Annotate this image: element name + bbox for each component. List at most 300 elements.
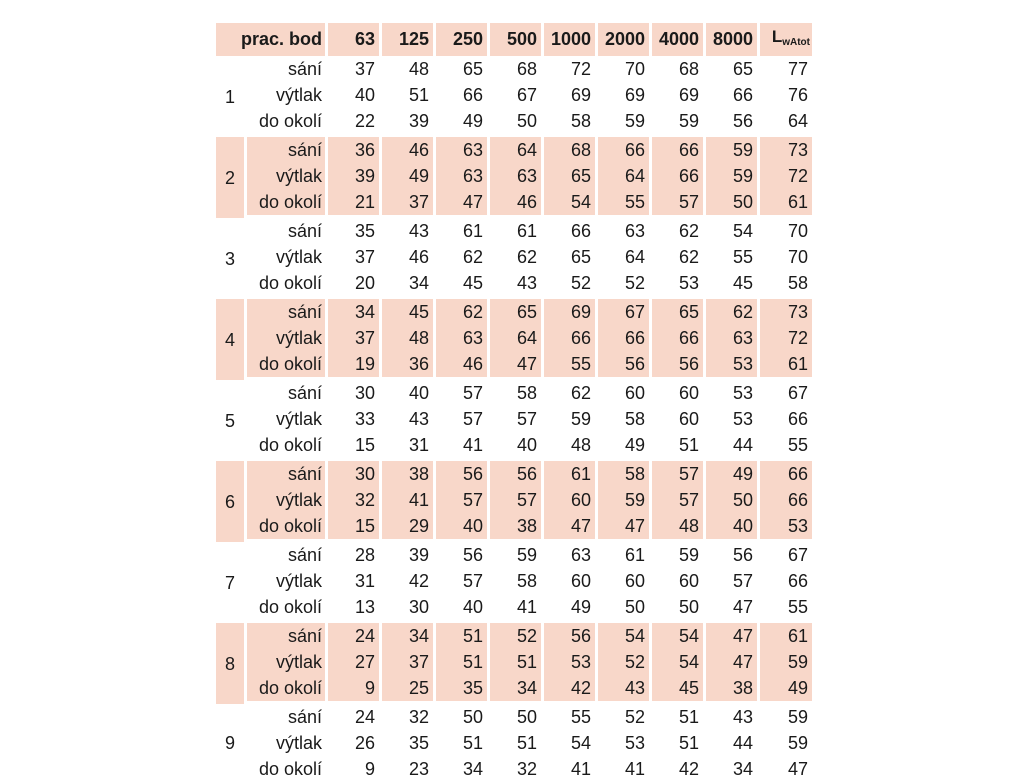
level-value: 36 [382,351,433,380]
level-value: 42 [408,571,429,591]
level-value: 68 [544,137,595,163]
total-value: 66 [787,409,808,429]
total-value: 67 [787,545,808,565]
table-row [216,542,812,568]
level-value: 54 [598,623,649,649]
level-value: 63 [436,325,487,351]
level-value: 53 [732,383,753,403]
level-value: 66 [544,325,595,351]
table-row [216,487,812,513]
level-value: 66 [732,85,753,105]
level-value: 70 [624,59,645,79]
direction-label: výtlak [247,649,325,675]
level-value: 59 [706,163,757,189]
direction-label: do okolí [247,432,325,461]
level-value: 62 [462,247,483,267]
level-value: 43 [598,675,649,704]
level-value: 27 [328,649,379,675]
level-value: 66 [462,85,483,105]
level-value: 40 [436,594,487,623]
total-value: 66 [760,461,812,487]
level-value: 53 [652,270,703,299]
table-row [216,189,812,218]
level-value: 60 [570,571,591,591]
header-freq: 500 [490,23,541,56]
level-value: 69 [544,299,595,325]
header-freq: 63 [328,23,379,56]
level-value: 43 [732,707,753,727]
level-value: 65 [570,247,591,267]
header-total-sub: wAtot [782,37,810,48]
level-value: 28 [354,545,375,565]
level-value: 45 [382,299,433,325]
level-value: 21 [328,189,379,218]
table-row [216,675,812,704]
level-value: 22 [328,108,379,137]
level-value: 38 [490,513,541,542]
level-value: 56 [490,461,541,487]
level-value: 24 [354,707,375,727]
total-value: 76 [787,85,808,105]
level-value: 50 [516,707,537,727]
level-value: 54 [652,623,703,649]
level-value: 34 [732,759,753,779]
table-row [216,351,812,380]
level-value: 65 [732,59,753,79]
level-value: 61 [624,545,645,565]
level-value: 51 [436,623,487,649]
level-value: 50 [462,707,483,727]
level-value: 47 [436,189,487,218]
level-value: 31 [354,571,375,591]
direction-label: do okolí [247,270,325,299]
level-value: 69 [678,85,699,105]
level-value: 56 [732,545,753,565]
level-value: 51 [678,707,699,727]
level-value: 15 [328,432,379,461]
total-value: 77 [787,59,808,79]
header-freq: 4000 [652,23,703,56]
level-value: 56 [544,623,595,649]
total-value: 70 [787,247,808,267]
direction-label: do okolí [247,513,325,542]
level-value: 52 [598,270,649,299]
level-value: 57 [652,189,703,218]
total-value: 55 [760,594,812,623]
level-value: 26 [354,733,375,753]
level-value: 54 [544,189,595,218]
level-value: 67 [598,299,649,325]
level-value: 51 [516,733,537,753]
level-value: 72 [570,59,591,79]
level-value: 48 [544,432,595,461]
level-value: 32 [408,707,429,727]
level-value: 62 [678,221,699,241]
total-value: 66 [787,571,808,591]
table-row [216,730,812,756]
level-value: 45 [436,270,487,299]
header-total-label [760,23,812,56]
level-value: 66 [652,163,703,189]
direction-label: do okolí [247,108,325,137]
level-value: 63 [436,163,487,189]
level-value: 61 [544,461,595,487]
level-value: 57 [436,487,487,513]
level-value: 65 [652,299,703,325]
level-value: 63 [490,163,541,189]
level-value: 61 [462,221,483,241]
header-freq: 1000 [544,23,595,56]
direction-label: výtlak [247,163,325,189]
point-number: 3 [224,248,235,269]
level-value: 47 [490,351,541,380]
level-value: 54 [652,649,703,675]
level-value: 60 [678,571,699,591]
table-row [216,623,812,649]
table-row [216,461,812,487]
level-value: 41 [490,594,541,623]
level-value: 47 [544,513,595,542]
level-value: 50 [598,594,649,623]
level-value: 63 [570,545,591,565]
level-value: 59 [516,545,537,565]
level-value: 37 [354,59,375,79]
level-value: 68 [516,59,537,79]
level-value: 59 [706,137,757,163]
total-value: 73 [760,137,812,163]
level-value: 46 [490,189,541,218]
level-value: 20 [328,270,379,299]
level-value: 63 [624,221,645,241]
total-value: 64 [760,108,812,137]
level-value: 57 [462,571,483,591]
level-value: 51 [490,649,541,675]
total-value: 59 [760,649,812,675]
level-value: 37 [382,649,433,675]
level-value: 41 [570,759,591,779]
header-point-label: prac. bod [216,23,325,56]
header-freq: 250 [436,23,487,56]
level-value: 32 [516,759,537,779]
level-value: 32 [328,487,379,513]
level-value: 40 [408,383,429,403]
level-value: 50 [490,108,541,137]
level-value: 58 [544,108,595,137]
total-value: 67 [787,383,808,403]
table-row [216,432,812,461]
table-row [216,704,812,730]
direction-label: sání [247,137,325,163]
level-value: 57 [490,487,541,513]
level-value: 37 [328,325,379,351]
total-value: 58 [760,270,812,299]
level-value: 58 [598,461,649,487]
level-value: 56 [706,108,757,137]
header-row [216,23,812,56]
level-value: 46 [382,137,433,163]
level-value: 62 [570,383,591,403]
level-value: 66 [570,221,591,241]
level-value: 64 [490,137,541,163]
level-value: 52 [544,270,595,299]
level-value: 59 [598,108,649,137]
table-row [216,594,812,623]
direction-label: výtlak [247,325,325,351]
direction-label: výtlak [275,247,322,267]
level-value: 59 [598,487,649,513]
level-value: 64 [490,325,541,351]
direction-label: sání [287,383,322,403]
level-value: 29 [382,513,433,542]
table-row [216,649,812,675]
level-value: 61 [516,221,537,241]
level-value: 69 [570,85,591,105]
level-value: 55 [544,351,595,380]
level-value: 57 [462,409,483,429]
level-value: 50 [706,189,757,218]
header-total-main: L [771,27,783,46]
level-value: 43 [408,409,429,429]
level-value: 55 [732,247,753,267]
level-value: 36 [328,137,379,163]
level-value: 41 [382,487,433,513]
level-value: 63 [706,325,757,351]
level-value: 42 [678,759,699,779]
level-value: 47 [706,649,757,675]
direction-label: do okolí [247,189,325,218]
level-value: 47 [706,623,757,649]
direction-label: sání [247,299,325,325]
level-value: 25 [382,675,433,704]
level-value: 55 [570,707,591,727]
table-row [216,299,812,325]
total-value: 61 [760,623,812,649]
level-value: 24 [328,623,379,649]
noise-table-container [216,23,815,782]
level-value: 58 [516,383,537,403]
level-value: 45 [652,675,703,704]
total-value: 59 [787,733,808,753]
point-number: 9 [224,733,235,753]
header-freq: 125 [382,23,433,56]
level-value: 65 [544,163,595,189]
direction-label: výtlak [275,85,322,105]
point-number: 1 [224,86,235,107]
header-freq: 2000 [598,23,649,56]
level-value: 41 [436,432,487,461]
level-value: 37 [354,247,375,267]
level-value: 40 [436,513,487,542]
table-row [216,56,812,82]
level-value: 62 [678,247,699,267]
level-value: 62 [436,299,487,325]
level-value: 40 [354,85,375,105]
level-value: 35 [408,733,429,753]
level-value: 38 [706,675,757,704]
level-value: 65 [490,299,541,325]
level-value: 68 [678,59,699,79]
level-value: 9 [328,675,379,704]
level-value: 65 [462,59,483,79]
total-value: 53 [760,513,812,542]
point-number: 6 [216,461,244,542]
level-value: 59 [678,545,699,565]
level-value: 66 [652,137,703,163]
direction-label: výtlak [275,409,322,429]
level-value: 57 [652,461,703,487]
level-value: 15 [328,513,379,542]
level-value: 43 [408,221,429,241]
level-value: 49 [598,432,649,461]
header-freq: 8000 [706,23,757,56]
level-value: 64 [624,247,645,267]
total-value: 73 [760,299,812,325]
level-value: 59 [570,409,591,429]
table-header [216,23,812,56]
level-value: 48 [408,59,429,79]
point-number: 5 [224,410,235,431]
level-value: 56 [598,351,649,380]
total-value: 61 [760,189,812,218]
level-value: 60 [624,571,645,591]
level-value: 51 [436,649,487,675]
total-value: 70 [787,221,808,241]
level-value: 56 [462,545,483,565]
level-value: 41 [624,759,645,779]
table-row [216,513,812,542]
level-value: 60 [678,383,699,403]
level-value: 62 [516,247,537,267]
level-value: 52 [624,707,645,727]
level-value: 63 [436,137,487,163]
level-value: 57 [462,383,483,403]
direction-label: do okolí [247,351,325,380]
level-value: 42 [544,675,595,704]
level-value: 51 [652,432,703,461]
level-value: 30 [382,594,433,623]
level-value: 66 [652,325,703,351]
direction-label: sání [287,221,322,241]
level-value: 34 [462,759,483,779]
level-value: 49 [544,594,595,623]
level-value: 60 [624,383,645,403]
level-value: 46 [436,351,487,380]
total-value: 49 [760,675,812,704]
level-value: 64 [598,163,649,189]
level-value: 69 [624,85,645,105]
level-value: 40 [706,513,757,542]
direction-label: sání [247,461,325,487]
level-value: 59 [652,108,703,137]
level-value: 30 [328,461,379,487]
level-value: 33 [354,409,375,429]
total-value: 47 [787,759,808,779]
level-value: 40 [490,432,541,461]
table-row [216,108,812,137]
table-row [216,406,812,432]
level-value: 53 [732,409,753,429]
level-value: 34 [382,623,433,649]
table-row [216,163,812,189]
level-value: 53 [624,733,645,753]
level-value: 23 [408,759,429,779]
level-value: 50 [652,594,703,623]
level-value: 66 [598,325,649,351]
level-value: 56 [436,461,487,487]
level-value: 52 [490,623,541,649]
total-value: 66 [760,487,812,513]
level-value: 47 [706,594,757,623]
level-value: 31 [382,432,433,461]
level-value: 49 [436,108,487,137]
table-body [216,56,812,782]
level-value: 49 [382,163,433,189]
level-value: 58 [516,571,537,591]
level-value: 44 [732,733,753,753]
level-value: 35 [436,675,487,704]
level-value: 58 [624,409,645,429]
level-value: 19 [328,351,379,380]
level-value: 57 [516,409,537,429]
table-row [216,380,812,406]
direction-label: sání [287,707,322,727]
total-value: 72 [760,325,812,351]
level-value: 43 [490,270,541,299]
level-value: 48 [382,325,433,351]
level-value: 39 [382,108,433,137]
direction-label: sání [247,623,325,649]
level-value: 30 [354,383,375,403]
table-row [216,270,812,299]
point-number: 2 [216,137,244,218]
level-value: 57 [732,571,753,591]
level-value: 35 [354,221,375,241]
level-value: 62 [706,299,757,325]
level-value: 51 [462,733,483,753]
level-value: 45 [706,270,757,299]
noise-level-table [213,23,815,782]
level-value: 54 [570,733,591,753]
level-value: 54 [732,221,753,241]
level-value: 60 [678,409,699,429]
level-value: 34 [490,675,541,704]
level-value: 60 [544,487,595,513]
level-value: 44 [706,432,757,461]
level-value: 51 [678,733,699,753]
level-value: 39 [408,545,429,565]
point-number: 4 [216,299,244,380]
direction-label: do okolí [258,759,322,779]
level-value: 50 [706,487,757,513]
table-row [216,756,812,782]
level-value: 9 [364,759,375,779]
level-value: 66 [598,137,649,163]
direction-label: výtlak [275,733,322,753]
direction-label: do okolí [247,675,325,704]
table-row [216,82,812,108]
level-value: 13 [328,594,379,623]
direction-label: výtlak [247,487,325,513]
level-value: 53 [544,649,595,675]
total-value: 55 [760,432,812,461]
level-value: 57 [652,487,703,513]
level-value: 34 [328,299,379,325]
level-value: 52 [598,649,649,675]
table-row [216,218,812,244]
level-value: 46 [408,247,429,267]
point-number: 8 [216,623,244,704]
level-value: 47 [598,513,649,542]
